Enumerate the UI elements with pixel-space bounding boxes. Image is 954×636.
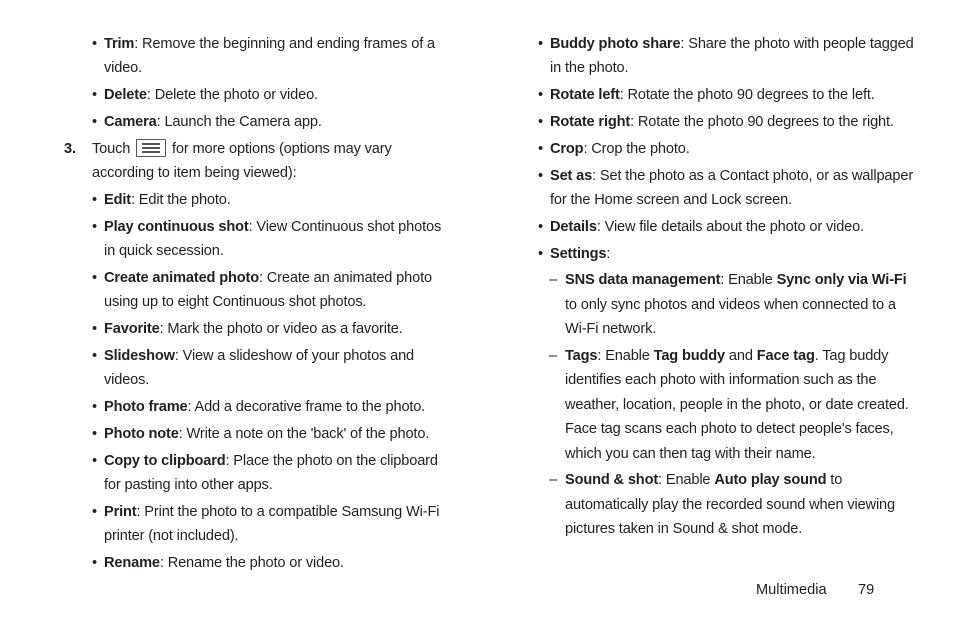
list-item-slideshow xyxy=(62,344,452,393)
step-text-after: for more options (options may vary according to item being viewed): xyxy=(92,140,392,182)
list-item-buddy-photo-share xyxy=(536,32,916,81)
sub-text: to automatically play the recorded sound when viewing pictures taken in Sound & shot mode. xyxy=(565,472,895,538)
list-item-set-as xyxy=(536,164,916,213)
bullet: • xyxy=(92,36,97,52)
item-term: Crop xyxy=(550,140,584,157)
sub-text: : Enable xyxy=(720,272,777,289)
bullet: • xyxy=(92,555,97,572)
bullet: • xyxy=(92,321,97,338)
sub-bold: Tag buddy xyxy=(653,348,725,364)
bullet: • xyxy=(92,426,97,442)
item-desc: : Share the photo with people tagged in the photo. xyxy=(550,36,914,77)
list-item-details xyxy=(536,215,916,239)
item-term: Photo note xyxy=(104,426,179,442)
bullet: • xyxy=(538,36,543,52)
step-text-before: Touch xyxy=(92,140,131,157)
item-term: Camera xyxy=(104,114,157,130)
sub-bold: Face tag xyxy=(756,348,815,364)
item-term: Rotate left xyxy=(550,87,620,104)
dash: – xyxy=(549,348,557,364)
bullet: • xyxy=(92,192,97,208)
page-number: 79 xyxy=(858,582,875,598)
bullet: • xyxy=(538,87,543,104)
bullet: • xyxy=(92,270,97,286)
item-term: Delete xyxy=(104,87,147,104)
item-term: Buddy photo share xyxy=(550,36,681,52)
item-desc: : Rotate the photo 90 degrees to the right. xyxy=(630,114,894,130)
list-item-rotate-left xyxy=(536,83,916,107)
bullet: • xyxy=(92,348,97,364)
item-desc: : Rotate the photo 90 degrees to the left. xyxy=(619,87,875,104)
list-item-delete xyxy=(62,83,452,107)
list-item-create-animated-photo xyxy=(62,266,452,315)
bullet: • xyxy=(92,452,97,469)
dash: – xyxy=(549,272,557,289)
sub-term: SNS data management xyxy=(565,272,721,289)
sub-text: . Tag buddy identifies each photo with information such as the weather, location, people in the photo, or date created. Face tag scans each photo to detect people's faces, which you can then tag with their name. xyxy=(565,348,909,462)
item-term: Favorite xyxy=(104,321,160,338)
item-desc: : Crop the photo. xyxy=(583,140,690,157)
bullet: • xyxy=(538,140,543,157)
item-desc: : Mark the photo or video as a favorite. xyxy=(159,321,403,338)
bullet: • xyxy=(92,114,97,130)
list-item-rotate-right xyxy=(536,110,916,134)
step-number: 3. xyxy=(64,140,76,157)
list-item-crop xyxy=(536,137,916,161)
list-item-copy-to-clipboard xyxy=(62,449,452,498)
item-term: Copy to clipboard xyxy=(104,452,226,469)
sub-text: : Enable xyxy=(597,348,654,364)
list-item-favorite xyxy=(62,317,452,341)
item-term: Details xyxy=(550,218,597,235)
bullet: • xyxy=(538,218,543,235)
bullet: • xyxy=(538,114,543,130)
item-term: Slideshow xyxy=(104,348,175,364)
item-desc: : Rename the photo or video. xyxy=(159,555,344,572)
item-desc: : Delete the photo or video. xyxy=(146,87,318,104)
item-desc: : View file details about the photo or video. xyxy=(596,218,865,235)
item-desc: : View a slideshow of your photos and videos. xyxy=(104,348,415,389)
item-term: Trim xyxy=(104,36,135,52)
sub-text: : Enable xyxy=(658,472,715,489)
bullet: • xyxy=(92,218,97,235)
list-item-camera xyxy=(62,110,452,134)
item-desc: : Launch the Camera app. xyxy=(156,114,322,130)
item-desc: : Write a note on the 'back' of the photo. xyxy=(178,426,430,442)
footer-section-title: Multimedia xyxy=(756,582,827,598)
dash: – xyxy=(549,472,557,489)
sub-term: Tags xyxy=(565,348,598,364)
bullet: • xyxy=(538,167,543,184)
item-desc: : Set the photo as a Contact photo, or as wallpaper for the Home screen and Lock screen. xyxy=(550,167,914,208)
right-column xyxy=(536,32,916,544)
item-term: Settings xyxy=(550,245,607,262)
item-term: Create animated photo xyxy=(104,270,259,286)
list-item-photo-note xyxy=(62,422,452,446)
bullet: • xyxy=(92,399,97,416)
item-desc: : Print the photo to a compatible Samsung Wi-Fi printer (not included). xyxy=(104,504,440,545)
menu-icon xyxy=(136,139,166,157)
item-term: Print xyxy=(104,504,137,520)
item-desc: : Create an animated photo using up to eight Continuous shot photos. xyxy=(104,270,432,311)
item-desc: : View Continuous shot photos in quick secession. xyxy=(104,218,442,260)
left-column xyxy=(62,32,452,578)
list-item-edit xyxy=(62,188,452,212)
sub-item-tags xyxy=(536,344,916,466)
item-term: Rename xyxy=(104,555,160,572)
sub-text: to only sync photos and videos when connected to a Wi-Fi network. xyxy=(565,296,896,338)
list-item-photo-frame xyxy=(62,395,452,419)
list-item-rename xyxy=(62,551,452,575)
item-desc: : Edit the photo. xyxy=(130,192,231,208)
item-desc: : Add a decorative frame to the photo. xyxy=(187,399,426,416)
list-item-trim xyxy=(62,32,452,81)
list-item-print xyxy=(62,500,452,549)
bullet: • xyxy=(92,87,97,104)
item-term: Set as xyxy=(550,167,593,184)
sub-text: and xyxy=(725,348,757,364)
bullet: • xyxy=(538,245,543,262)
item-desc: : xyxy=(606,245,611,262)
bullet: • xyxy=(92,504,97,520)
item-term: Play continuous shot xyxy=(104,218,249,235)
item-term: Photo frame xyxy=(104,399,188,416)
item-term: Edit xyxy=(104,192,131,208)
item-term: Rotate right xyxy=(550,114,631,130)
sub-term: Sound & shot xyxy=(565,472,659,489)
step-3 xyxy=(62,137,452,186)
sub-item-sound-and-shot xyxy=(536,468,916,541)
sub-bold: Sync only via Wi-Fi xyxy=(776,272,907,289)
item-desc: : Remove the beginning and ending frames of a video. xyxy=(104,36,435,77)
sub-bold: Auto play sound xyxy=(714,472,827,489)
list-item-play-continuous-shot xyxy=(62,215,452,264)
sub-item-sns-data-management xyxy=(536,268,916,341)
item-desc: : Place the photo on the clipboard for pasting into other apps. xyxy=(104,452,438,494)
list-item-settings xyxy=(536,242,916,266)
